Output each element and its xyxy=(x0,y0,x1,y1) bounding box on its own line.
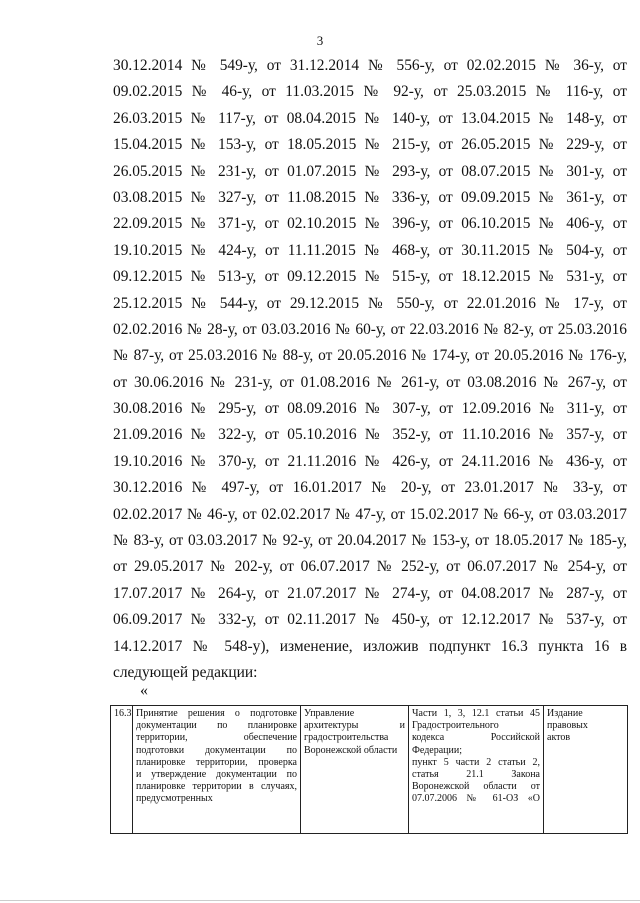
body-text-line: 09.02.2015 № 46-у, от 11.03.2015 № 92-у, от 25.03.2015 № 116-у, от xyxy=(113,83,627,101)
body-text-line: следующей редакции: xyxy=(113,663,258,681)
body-text-line: 02.02.2016 № 28-у, от 03.03.2016 № 60-у, от 22.03.2016 № 82-у, от 25.03.2016 xyxy=(113,320,627,338)
body-text-line: 17.07.2017 № 264-у, от 21.07.2017 № 274-у, от 04.08.2017 № 287-у, от xyxy=(113,584,627,602)
cell-text-line: предусмотренных xyxy=(136,793,213,805)
body-text-line: 09.12.2015 № 513-у, от 09.12.2015 № 515-у, от 18.12.2015 № 531-у, от xyxy=(113,268,627,286)
result-form-cell xyxy=(544,706,628,834)
body-text-line: 14.12.2017 № 548-у), изменение, изложив подпункт 16.3 пункта 16 в xyxy=(113,637,627,655)
organization-cell xyxy=(301,706,409,834)
cell-text-line: кодекса Российской xyxy=(412,732,540,744)
body-text-line: № 83-у, от 03.03.2017 № 92-у, от 20.04.2017 № 153-у, от 18.05.2017 № 185-у, xyxy=(113,532,627,550)
body-text-line: 02.02.2017 № 46-у, от 02.02.2017 № 47-у, от 15.02.2017 № 66-у, от 03.03.2017 xyxy=(113,505,627,523)
body-text-line: 30.08.2016 № 295-у, от 08.09.2016 № 307-у, от 12.09.2016 № 311-у, от xyxy=(113,400,627,418)
body-text-line: 22.09.2015 № 371-у, от 02.10.2015 № 396-у, от 06.10.2015 № 406-у, от xyxy=(113,215,627,233)
row-number-cell: 16.3 xyxy=(111,706,133,834)
page-bottom-edge xyxy=(0,900,640,901)
cell-text-line: актов xyxy=(547,732,571,744)
cell-text-line: Воронежской области xyxy=(304,744,398,756)
body-text xyxy=(113,53,627,686)
body-text-line: 21.09.2016 № 322-у, от 05.10.2016 № 352-у, от 11.10.2016 № 357-у, от xyxy=(113,426,627,444)
cell-text-line: градостроительства xyxy=(304,732,389,744)
cell-text-line: Федерации; xyxy=(412,744,463,756)
body-text-line: 19.10.2015 № 424-у, от 11.11.2015 № 468-у, от 30.11.2015 № 504-у, от xyxy=(113,241,627,259)
cell-text-line: 07.07.2006 № 61-ОЗ «О xyxy=(412,793,540,805)
page-number: 3 xyxy=(316,33,324,48)
body-text-line: 15.04.2015 № 153-у, от 18.05.2015 № 215-у, от 26.05.2015 № 229-у, от xyxy=(113,136,627,154)
cell-text-line: планировке территории в случаях, xyxy=(136,781,297,793)
body-text-line: 06.09.2017 № 332-у, от 02.11.2017 № 450-у, от 12.12.2017 № 537-у, от xyxy=(113,611,627,629)
cell-text-line: планировке территории, проверка xyxy=(136,756,297,768)
cell-text-line: правовых xyxy=(547,720,588,732)
body-text-line: 03.08.2015 № 327-у, от 11.08.2015 № 336-у, от 09.09.2015 № 361-у, от xyxy=(113,188,627,206)
cell-text-line: и утверждение документации по xyxy=(136,769,297,781)
cell-text-line: Управление xyxy=(304,708,355,719)
procedure-name-cell xyxy=(133,706,301,834)
table-row xyxy=(111,706,628,834)
body-text-line: от 29.05.2017 № 202-у, от 06.07.2017 № 252-у, от 06.07.2017 № 254-у, от xyxy=(113,558,627,576)
body-text-line: 30.12.2014 № 549-у, от 31.12.2014 № 556-у, от 02.02.2015 № 36-у, от xyxy=(113,57,627,74)
cell-text-line: Принятие решения о подготовке xyxy=(136,708,297,719)
legal-basis-cell xyxy=(409,706,544,834)
body-text-line: 26.03.2015 № 117-у, от 08.04.2015 № 140-у, от 13.04.2015 № 148-у, от xyxy=(113,109,627,127)
body-text-line: № 87-у, от 25.03.2016 № 88-у, от 20.05.2016 № 174-у, от 20.05.2016 № 176-у, xyxy=(113,347,627,365)
cell-text-line: Градостроительного xyxy=(412,720,499,732)
body-text-line: от 30.06.2016 № 231-у, от 01.08.2016 № 261-у, от 03.08.2016 № 267-у, от xyxy=(113,373,627,391)
cell-text-line: Издание xyxy=(547,708,583,719)
body-text-line: 30.12.2016 № 497-у, от 16.01.2017 № 20-у, от 23.01.2017 № 33-у, от xyxy=(113,479,627,497)
cell-text-line: Воронежской области от xyxy=(412,781,540,793)
cell-text-line: документации по планировке xyxy=(136,720,297,732)
cell-text-line: Части 1, 3, 12.1 статьи 45 xyxy=(412,708,540,719)
regulation-table xyxy=(110,705,628,834)
body-text-line: 19.10.2016 № 370-у, от 21.11.2016 № 426-у, от 24.11.2016 № 436-у, от xyxy=(113,452,627,470)
opening-quote-mark: « xyxy=(140,682,148,699)
cell-text-line: подготовки документации по xyxy=(136,744,297,756)
cell-text-line: статья 21.1 Закона xyxy=(412,769,540,781)
body-text-line: 26.05.2015 № 231-у, от 01.07.2015 № 293-у, от 08.07.2015 № 301-у, от xyxy=(113,162,627,180)
cell-text-line: территории, обеспечение xyxy=(136,732,297,744)
body-text-line: 25.12.2015 № 544-у, от 29.12.2015 № 550-у, от 22.01.2016 № 17-у, от xyxy=(113,294,627,312)
cell-text-line: пункт 5 части 2 статьи 2, xyxy=(412,756,540,768)
cell-text-line: архитектуры и xyxy=(304,720,405,732)
